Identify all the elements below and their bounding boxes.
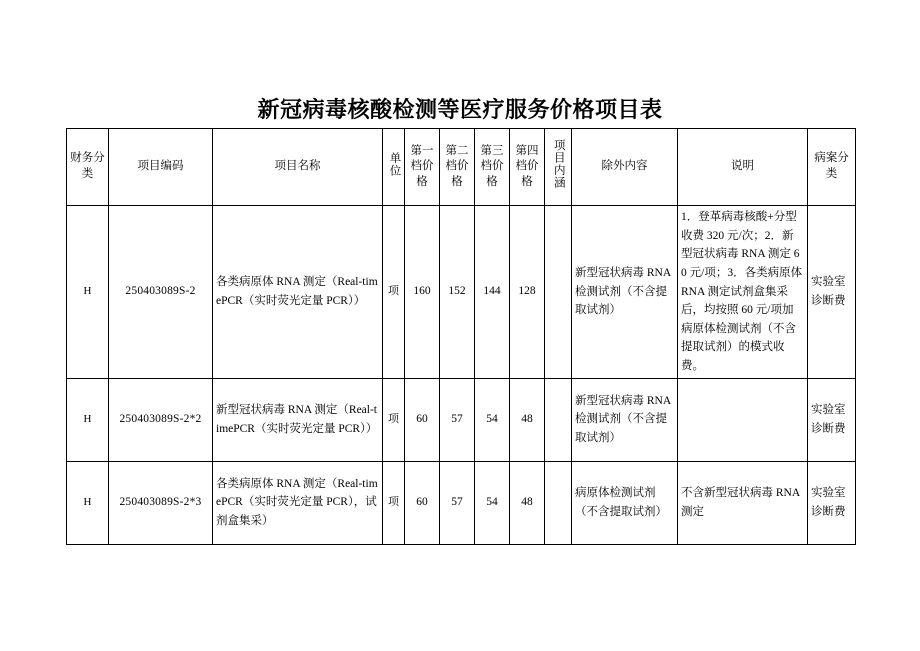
cell-price-tier-3: 54	[475, 378, 510, 461]
table-row	[67, 378, 856, 461]
column-header-price-tier-1: 第一档价格	[405, 129, 440, 206]
column-header-price-tier-3: 第三档价格	[475, 129, 510, 206]
table-header-row	[67, 129, 856, 206]
cell-unit: 项	[383, 206, 405, 379]
cell-price-tier-2: 152	[440, 206, 475, 379]
column-header-unit	[383, 129, 405, 206]
cell-price-tier-3: 54	[475, 461, 510, 544]
cell-item-code: 250403089S-2	[109, 206, 213, 379]
cell-price-tier-3: 144	[475, 206, 510, 379]
cell-price-tier-2: 57	[440, 378, 475, 461]
table-row	[67, 206, 856, 379]
cell-unit: 项	[383, 461, 405, 544]
cell-exclusions: 新型冠状病毒 RNA 检测试剂（不含提取试剂）	[572, 378, 678, 461]
cell-item-connotation	[545, 461, 572, 544]
cell-price-tier-4: 48	[510, 461, 545, 544]
table-row	[67, 461, 856, 544]
cell-financial-category: H	[67, 206, 109, 379]
cell-item-connotation	[545, 206, 572, 379]
cell-unit: 项	[383, 378, 405, 461]
page-title: 新冠病毒核酸检测等医疗服务价格项目表	[257, 97, 663, 122]
cell-exclusions: 病原体检测试剂（不含提取试剂）	[572, 461, 678, 544]
cell-item-name: 各类病原体 RNA 测定（Real-timePCR（实时荧光定量 PCR））	[213, 206, 383, 379]
cell-price-tier-2: 57	[440, 461, 475, 544]
price-table	[66, 128, 856, 545]
cell-item-code: 250403089S-2*3	[109, 461, 213, 544]
cell-notes: 不含新型冠状病毒 RNA 测定	[678, 461, 808, 544]
column-header-item-connotation	[545, 129, 572, 206]
column-header-item-connotation-text: 项目内涵	[552, 139, 565, 190]
cell-item-name: 新型冠状病毒 RNA 测定（Real-timePCR（实时荧光定量 PCR））	[213, 378, 383, 461]
column-header-exclusions: 除外内容	[572, 129, 678, 206]
column-header-financial-category: 财务分类	[67, 129, 109, 206]
price-table-container	[66, 128, 855, 545]
table-body	[67, 206, 856, 545]
cell-item-connotation	[545, 378, 572, 461]
cell-record-category: 实验室诊断费	[808, 461, 856, 544]
column-header-item-code: 项目编码	[109, 129, 213, 206]
column-header-price-tier-4: 第四档价格	[510, 129, 545, 206]
column-header-record-category: 病案分类	[808, 129, 856, 206]
cell-financial-category: H	[67, 378, 109, 461]
cell-price-tier-1: 60	[405, 378, 440, 461]
cell-notes: 1．登革病毒核酸+分型收费 320 元/次；2．新型冠状病毒 RNA 测定 60 元/项；3．各类病原体 RNA 测定试剂盒集采后，均按照 60 元/项加病原体检测试剂（不含提取试剂）的模式收费。	[678, 206, 808, 379]
cell-exclusions: 新型冠状病毒 RNA 检测试剂（不含提取试剂）	[572, 206, 678, 379]
column-header-notes: 说明	[678, 129, 808, 206]
cell-price-tier-4: 48	[510, 378, 545, 461]
cell-price-tier-1: 160	[405, 206, 440, 379]
cell-item-name: 各类病原体 RNA 测定（Real-timePCR（实时荧光定量 PCR），试剂盒集采）	[213, 461, 383, 544]
column-header-price-tier-2: 第二档价格	[440, 129, 475, 206]
table-header	[67, 129, 856, 206]
cell-item-code: 250403089S-2*2	[109, 378, 213, 461]
column-header-unit-text: 单位	[388, 151, 401, 177]
cell-record-category: 实验室诊断费	[808, 206, 856, 379]
column-header-item-name: 项目名称	[213, 129, 383, 206]
cell-price-tier-4: 128	[510, 206, 545, 379]
cell-financial-category: H	[67, 461, 109, 544]
cell-notes	[678, 378, 808, 461]
cell-record-category: 实验室诊断费	[808, 378, 856, 461]
cell-price-tier-1: 60	[405, 461, 440, 544]
